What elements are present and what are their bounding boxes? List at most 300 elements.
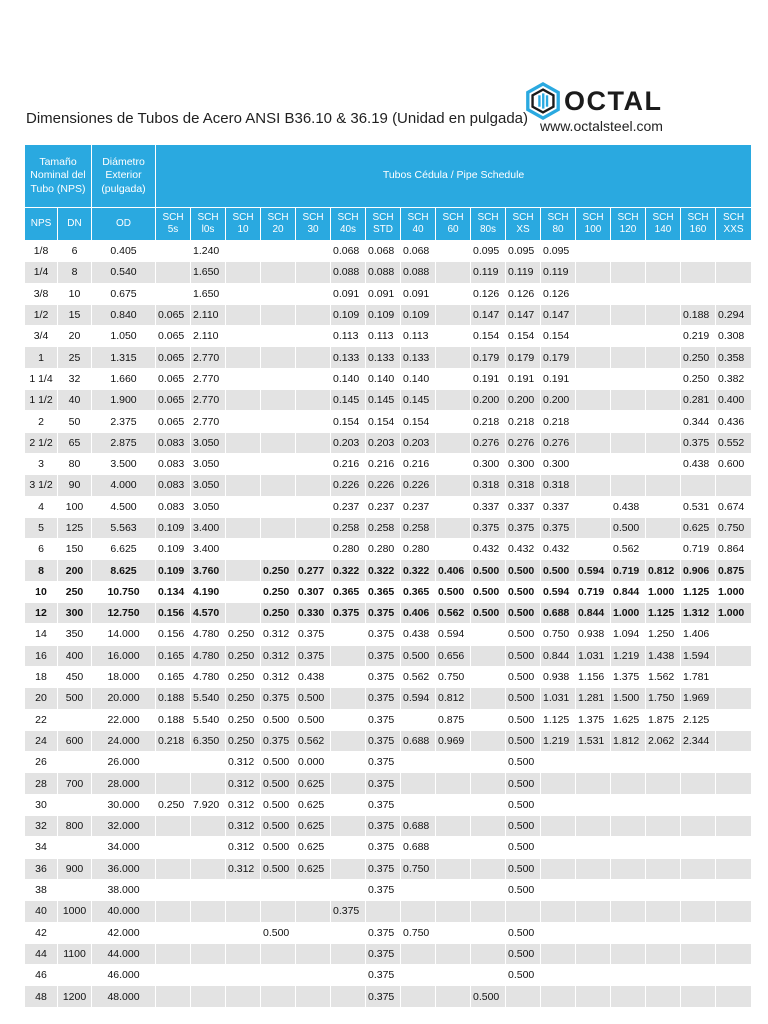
dn-cell: 250 [58, 581, 92, 602]
wall-thickness-cell: 0.562 [436, 603, 471, 624]
wall-thickness-cell: 0.375 [366, 837, 401, 858]
wall-thickness-cell: 0.140 [401, 368, 436, 389]
wall-thickness-cell: 0.625 [296, 773, 331, 794]
wall-thickness-cell [261, 986, 296, 1007]
wall-thickness-cell [191, 816, 226, 837]
wall-thickness-cell [716, 773, 752, 794]
wall-thickness-cell: 0.109 [366, 304, 401, 325]
od-cell: 1.050 [92, 326, 156, 347]
table-row [25, 262, 752, 283]
wall-thickness-cell: 0.438 [681, 453, 716, 474]
nps-cell: 4 [25, 496, 58, 517]
table-row [25, 326, 752, 347]
wall-thickness-cell [681, 901, 716, 922]
wall-thickness-cell [401, 709, 436, 730]
wall-thickness-cell: 2.344 [681, 730, 716, 751]
wall-thickness-cell: 2.770 [191, 368, 226, 389]
wall-thickness-cell [576, 816, 611, 837]
nps-cell: 1 [25, 347, 58, 368]
wall-thickness-cell: 0.500 [506, 943, 541, 964]
wall-thickness-cell [436, 858, 471, 879]
nps-cell: 44 [25, 943, 58, 964]
wall-thickness-cell [541, 816, 576, 837]
wall-thickness-cell: 0.000 [296, 752, 331, 773]
wall-thickness-cell [681, 943, 716, 964]
wall-thickness-cell: 0.562 [611, 539, 646, 560]
wall-thickness-cell: 4.780 [191, 624, 226, 645]
wall-thickness-cell [471, 709, 506, 730]
wall-thickness-cell: 0.375 [366, 965, 401, 986]
wall-thickness-cell: 0.656 [436, 645, 471, 666]
nps-cell: 42 [25, 922, 58, 943]
wall-thickness-cell [436, 241, 471, 262]
table-row [25, 539, 752, 560]
od-cell: 0.405 [92, 241, 156, 262]
wall-thickness-cell [296, 965, 331, 986]
wall-thickness-cell [611, 965, 646, 986]
table-row [25, 581, 752, 602]
wall-thickness-cell: 0.083 [156, 432, 191, 453]
wall-thickness-cell: 0.375 [366, 858, 401, 879]
dn-cell: 80 [58, 453, 92, 474]
wall-thickness-cell: 3.050 [191, 432, 226, 453]
wall-thickness-cell [156, 943, 191, 964]
wall-thickness-cell: 0.250 [226, 645, 261, 666]
od-cell: 1.660 [92, 368, 156, 389]
wall-thickness-cell: 0.375 [366, 624, 401, 645]
wall-thickness-cell: 0.088 [331, 262, 366, 283]
od-cell: 42.000 [92, 922, 156, 943]
wall-thickness-cell: 2.062 [646, 730, 681, 751]
nps-header: NPS [25, 208, 58, 241]
wall-thickness-cell [366, 901, 401, 922]
wall-thickness-cell [471, 922, 506, 943]
wall-thickness-cell [401, 794, 436, 815]
wall-thickness-cell: 1.000 [611, 603, 646, 624]
wall-thickness-cell [611, 262, 646, 283]
wall-thickness-cell [646, 794, 681, 815]
wall-thickness-cell: 0.179 [541, 347, 576, 368]
wall-thickness-cell [681, 794, 716, 815]
wall-thickness-cell [646, 475, 681, 496]
wall-thickness-cell [646, 879, 681, 900]
wall-thickness-cell: 0.294 [716, 304, 752, 325]
wall-thickness-cell: 0.500 [506, 794, 541, 815]
wall-thickness-cell [541, 858, 576, 879]
wall-thickness-cell [436, 326, 471, 347]
wall-thickness-cell [226, 517, 261, 538]
wall-thickness-cell [646, 943, 681, 964]
nps-cell: 18 [25, 666, 58, 687]
wall-thickness-cell [646, 837, 681, 858]
wall-thickness-cell: 0.237 [401, 496, 436, 517]
od-cell: 48.000 [92, 986, 156, 1007]
wall-thickness-cell: 0.358 [716, 347, 752, 368]
wall-thickness-cell [541, 965, 576, 986]
wall-thickness-cell [716, 688, 752, 709]
wall-thickness-cell [646, 816, 681, 837]
wall-thickness-cell: 0.218 [471, 411, 506, 432]
wall-thickness-cell: 0.750 [401, 858, 436, 879]
wall-thickness-cell: 0.375 [366, 603, 401, 624]
wall-thickness-cell [331, 645, 366, 666]
wall-thickness-cell: 0.688 [401, 816, 436, 837]
wall-thickness-cell: 0.375 [366, 752, 401, 773]
wall-thickness-cell: 0.091 [401, 283, 436, 304]
wall-thickness-cell [296, 879, 331, 900]
wall-thickness-cell: 0.109 [156, 539, 191, 560]
wall-thickness-cell [646, 241, 681, 262]
wall-thickness-cell: 0.500 [296, 688, 331, 709]
dn-cell: 125 [58, 517, 92, 538]
dn-cell: 6 [58, 241, 92, 262]
wall-thickness-cell [296, 304, 331, 325]
wall-thickness-cell: 0.500 [506, 773, 541, 794]
wall-thickness-cell: 0.113 [366, 326, 401, 347]
wall-thickness-cell: 0.688 [401, 837, 436, 858]
wall-thickness-cell [576, 965, 611, 986]
wall-thickness-cell: 0.312 [226, 752, 261, 773]
wall-thickness-cell: 0.500 [506, 752, 541, 773]
wall-thickness-cell: 1.094 [611, 624, 646, 645]
wall-thickness-cell [156, 773, 191, 794]
od-cell: 5.563 [92, 517, 156, 538]
dn-cell: 32 [58, 368, 92, 389]
schedule-header: SCH 80 [541, 208, 576, 241]
wall-thickness-cell: 3.050 [191, 453, 226, 474]
wall-thickness-cell [261, 965, 296, 986]
table-row [25, 837, 752, 858]
dn-cell [58, 709, 92, 730]
nps-cell: 12 [25, 603, 58, 624]
wall-thickness-cell [716, 858, 752, 879]
wall-thickness-cell [331, 922, 366, 943]
wall-thickness-cell: 0.500 [506, 581, 541, 602]
wall-thickness-cell: 0.145 [401, 390, 436, 411]
dn-cell: 1200 [58, 986, 92, 1007]
wall-thickness-cell: 1.438 [646, 645, 681, 666]
wall-thickness-cell [436, 304, 471, 325]
wall-thickness-cell [331, 688, 366, 709]
dn-cell: 8 [58, 262, 92, 283]
pipe-schedule-header: Tubos Cédula / Pipe Schedule [156, 145, 752, 208]
wall-thickness-cell [611, 816, 646, 837]
wall-thickness-cell: 0.065 [156, 304, 191, 325]
wall-thickness-cell [436, 965, 471, 986]
wall-thickness-cell [436, 539, 471, 560]
wall-thickness-cell [611, 326, 646, 347]
wall-thickness-cell [681, 879, 716, 900]
wall-thickness-cell: 0.065 [156, 390, 191, 411]
wall-thickness-cell [716, 475, 752, 496]
wall-thickness-cell: 1.625 [611, 709, 646, 730]
od-cell: 40.000 [92, 901, 156, 922]
wall-thickness-cell [611, 901, 646, 922]
wall-thickness-cell: 0.133 [331, 347, 366, 368]
wall-thickness-cell [646, 262, 681, 283]
wall-thickness-cell [436, 816, 471, 837]
wall-thickness-cell [156, 816, 191, 837]
wall-thickness-cell: 0.068 [401, 241, 436, 262]
wall-thickness-cell: 0.625 [681, 517, 716, 538]
wall-thickness-cell: 4.190 [191, 581, 226, 602]
wall-thickness-cell [436, 986, 471, 1007]
wall-thickness-cell [576, 879, 611, 900]
wall-thickness-cell [646, 283, 681, 304]
wall-thickness-cell: 2.110 [191, 326, 226, 347]
dn-header: DN [58, 208, 92, 241]
wall-thickness-cell: 0.200 [506, 390, 541, 411]
wall-thickness-cell [716, 922, 752, 943]
wall-thickness-cell: 1.000 [716, 581, 752, 602]
wall-thickness-cell: 0.318 [541, 475, 576, 496]
table-row [25, 347, 752, 368]
wall-thickness-cell: 0.237 [331, 496, 366, 517]
wall-thickness-cell: 0.250 [261, 560, 296, 581]
wall-thickness-cell: 0.500 [261, 858, 296, 879]
wall-thickness-cell: 0.065 [156, 326, 191, 347]
wall-thickness-cell: 4.780 [191, 666, 226, 687]
wall-thickness-cell: 3.050 [191, 475, 226, 496]
wall-thickness-cell [471, 645, 506, 666]
wall-thickness-cell [436, 453, 471, 474]
wall-thickness-cell [436, 517, 471, 538]
wall-thickness-cell [576, 901, 611, 922]
wall-thickness-cell [576, 475, 611, 496]
wall-thickness-cell: 0.500 [506, 688, 541, 709]
wall-thickness-cell: 0.500 [261, 816, 296, 837]
wall-thickness-cell [716, 283, 752, 304]
dn-cell: 450 [58, 666, 92, 687]
wall-thickness-cell: 0.844 [611, 581, 646, 602]
wall-thickness-cell [471, 965, 506, 986]
wall-thickness-cell [191, 922, 226, 943]
od-cell: 4.000 [92, 475, 156, 496]
wall-thickness-cell [576, 453, 611, 474]
wall-thickness-cell [576, 241, 611, 262]
wall-thickness-cell [261, 368, 296, 389]
wall-thickness-cell [436, 432, 471, 453]
wall-thickness-cell [436, 283, 471, 304]
wall-thickness-cell [471, 773, 506, 794]
wall-thickness-cell: 0.226 [331, 475, 366, 496]
wall-thickness-cell: 0.330 [296, 603, 331, 624]
od-cell: 0.540 [92, 262, 156, 283]
wall-thickness-cell [296, 496, 331, 517]
wall-thickness-cell: 6.350 [191, 730, 226, 751]
brand-website: www.octalsteel.com [540, 118, 663, 134]
wall-thickness-cell [471, 816, 506, 837]
wall-thickness-cell: 0.375 [366, 688, 401, 709]
wall-thickness-cell [331, 794, 366, 815]
wall-thickness-cell: 0.625 [296, 794, 331, 815]
wall-thickness-cell: 0.219 [681, 326, 716, 347]
wall-thickness-cell [261, 475, 296, 496]
od-cell: 4.500 [92, 496, 156, 517]
wall-thickness-cell: 0.375 [331, 603, 366, 624]
wall-thickness-cell [261, 517, 296, 538]
od-cell: 32.000 [92, 816, 156, 837]
wall-thickness-cell: 0.250 [681, 368, 716, 389]
wall-thickness-cell [226, 560, 261, 581]
wall-thickness-cell [611, 411, 646, 432]
wall-thickness-cell [646, 326, 681, 347]
wall-thickness-cell: 0.625 [296, 837, 331, 858]
wall-thickness-cell: 0.500 [611, 517, 646, 538]
wall-thickness-cell [576, 283, 611, 304]
table-row [25, 943, 752, 964]
wall-thickness-cell: 0.562 [401, 666, 436, 687]
wall-thickness-cell: 0.375 [296, 624, 331, 645]
od-cell: 24.000 [92, 730, 156, 751]
wall-thickness-cell: 0.500 [506, 603, 541, 624]
wall-thickness-cell [541, 901, 576, 922]
wall-thickness-cell: 1.594 [681, 645, 716, 666]
table-row [25, 624, 752, 645]
wall-thickness-cell: 0.145 [366, 390, 401, 411]
wall-thickness-cell: 0.216 [401, 453, 436, 474]
wall-thickness-cell: 0.688 [401, 730, 436, 751]
wall-thickness-cell: 0.322 [331, 560, 366, 581]
wall-thickness-cell: 0.237 [366, 496, 401, 517]
nps-cell: 46 [25, 965, 58, 986]
wall-thickness-cell [296, 539, 331, 560]
nps-cell: 22 [25, 709, 58, 730]
wall-thickness-cell [576, 943, 611, 964]
wall-thickness-cell: 0.133 [401, 347, 436, 368]
wall-thickness-cell [401, 965, 436, 986]
wall-thickness-cell [541, 922, 576, 943]
wall-thickness-cell: 0.088 [366, 262, 401, 283]
wall-thickness-cell: 0.165 [156, 666, 191, 687]
wall-thickness-cell: 1.312 [681, 603, 716, 624]
table-row [25, 922, 752, 943]
wall-thickness-cell: 0.432 [541, 539, 576, 560]
wall-thickness-cell [646, 986, 681, 1007]
dn-cell: 25 [58, 347, 92, 368]
wall-thickness-cell: 1.281 [576, 688, 611, 709]
wall-thickness-cell: 0.938 [541, 666, 576, 687]
wall-thickness-cell [436, 262, 471, 283]
wall-thickness-cell [436, 496, 471, 517]
dn-cell: 1000 [58, 901, 92, 922]
wall-thickness-cell [471, 837, 506, 858]
wall-thickness-cell: 0.500 [261, 794, 296, 815]
wall-thickness-cell: 0.133 [366, 347, 401, 368]
wall-thickness-cell: 0.594 [401, 688, 436, 709]
wall-thickness-cell [471, 879, 506, 900]
wall-thickness-cell: 0.365 [331, 581, 366, 602]
wall-thickness-cell [716, 241, 752, 262]
wall-thickness-cell: 1.750 [646, 688, 681, 709]
wall-thickness-cell [611, 794, 646, 815]
wall-thickness-cell [716, 262, 752, 283]
nps-cell: 24 [25, 730, 58, 751]
table-row [25, 986, 752, 1007]
dn-cell: 150 [58, 539, 92, 560]
nps-cell: 30 [25, 794, 58, 815]
nps-cell: 28 [25, 773, 58, 794]
wall-thickness-cell: 0.432 [506, 539, 541, 560]
wall-thickness-cell: 0.095 [506, 241, 541, 262]
wall-thickness-cell: 1.375 [611, 666, 646, 687]
wall-thickness-cell: 0.500 [506, 965, 541, 986]
wall-thickness-cell: 0.500 [471, 560, 506, 581]
wall-thickness-cell [576, 411, 611, 432]
dn-cell: 200 [58, 560, 92, 581]
wall-thickness-cell [261, 453, 296, 474]
nps-cell: 16 [25, 645, 58, 666]
wall-thickness-cell: 0.719 [681, 539, 716, 560]
wall-thickness-cell [226, 304, 261, 325]
wall-thickness-cell: 0.277 [296, 560, 331, 581]
wall-thickness-cell [541, 879, 576, 900]
wall-thickness-cell [226, 326, 261, 347]
wall-thickness-cell: 0.500 [506, 922, 541, 943]
wall-thickness-cell: 0.134 [156, 581, 191, 602]
wall-thickness-cell: 0.625 [296, 858, 331, 879]
wall-thickness-cell [576, 432, 611, 453]
wall-thickness-cell: 0.438 [611, 496, 646, 517]
wall-thickness-cell: 0.179 [506, 347, 541, 368]
wall-thickness-cell [576, 496, 611, 517]
wall-thickness-cell [681, 858, 716, 879]
wall-thickness-cell [646, 965, 681, 986]
wall-thickness-cell [611, 368, 646, 389]
od-cell: 6.625 [92, 539, 156, 560]
wall-thickness-cell: 0.276 [541, 432, 576, 453]
schedule-header: SCH l0s [191, 208, 226, 241]
table-row [25, 560, 752, 581]
table-row [25, 411, 752, 432]
nps-cell: 48 [25, 986, 58, 1007]
wall-thickness-cell: 0.318 [471, 475, 506, 496]
wall-thickness-cell: 0.154 [401, 411, 436, 432]
wall-thickness-cell: 0.145 [331, 390, 366, 411]
wall-thickness-cell: 0.337 [541, 496, 576, 517]
wall-thickness-cell: 1.250 [646, 624, 681, 645]
table-row [25, 688, 752, 709]
wall-thickness-cell [681, 475, 716, 496]
wall-thickness-cell [191, 879, 226, 900]
dn-cell: 600 [58, 730, 92, 751]
wall-thickness-cell [681, 283, 716, 304]
wall-thickness-cell [611, 347, 646, 368]
wall-thickness-cell [646, 411, 681, 432]
wall-thickness-cell: 1.125 [646, 603, 681, 624]
od-cell: 0.840 [92, 304, 156, 325]
wall-thickness-cell: 0.938 [576, 624, 611, 645]
table-row [25, 390, 752, 411]
wall-thickness-cell: 0.337 [506, 496, 541, 517]
wall-thickness-cell: 0.095 [471, 241, 506, 262]
wall-thickness-cell [261, 283, 296, 304]
schedule-header: SCH 140 [646, 208, 681, 241]
wall-thickness-cell: 1.650 [191, 283, 226, 304]
wall-thickness-cell: 0.375 [296, 645, 331, 666]
wall-thickness-cell [261, 347, 296, 368]
wall-thickness-cell: 0.250 [226, 709, 261, 730]
wall-thickness-cell: 1.125 [681, 581, 716, 602]
wall-thickness-cell [716, 645, 752, 666]
schedule-header: SCH 30 [296, 208, 331, 241]
wall-thickness-cell [331, 879, 366, 900]
table-row [25, 794, 752, 815]
wall-thickness-cell: 0.200 [471, 390, 506, 411]
wall-thickness-cell [611, 475, 646, 496]
wall-thickness-cell [611, 943, 646, 964]
page-title: Dimensiones de Tubos de Acero ANSI B36.10 & 36.19 (Unidad en pulgada) [26, 110, 528, 127]
